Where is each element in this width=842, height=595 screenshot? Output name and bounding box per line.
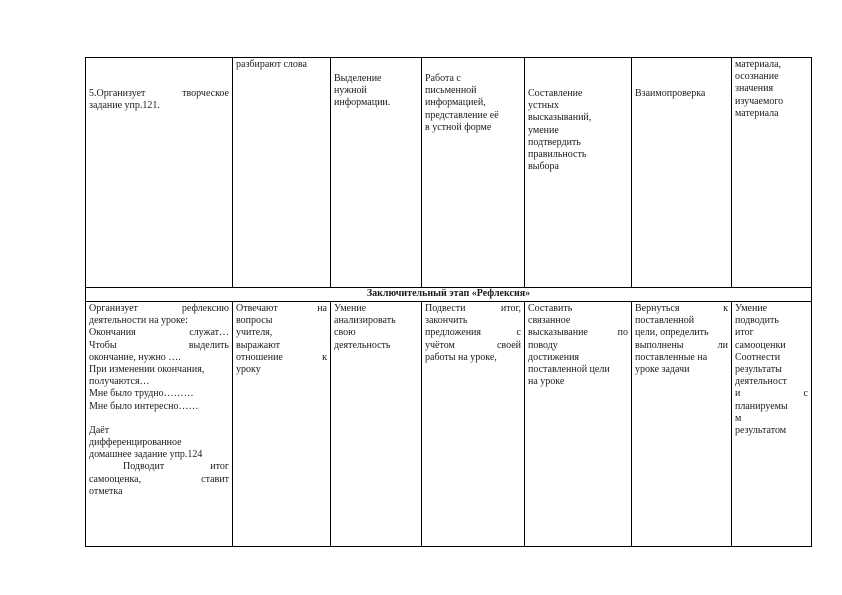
section-title: Заключительный этап «Рефлексия» [86, 288, 812, 302]
cell-line: Умение [334, 303, 367, 314]
cell-line: Взаимопроверка [635, 88, 706, 99]
communicative-uud-cell [422, 58, 525, 288]
cell-line: результатом [735, 425, 787, 437]
cell-line: отметка [89, 485, 123, 497]
cell-line: учётом своей [425, 339, 521, 351]
cell-line: работы на уроке, [425, 351, 497, 363]
student-activity-cell [233, 58, 331, 288]
regulatory-uud-cell [525, 58, 632, 288]
teacher-activity-cell [86, 58, 233, 288]
cell-line: анализировать [334, 315, 396, 327]
cell-line: представление её [425, 109, 499, 121]
cell-line: итог [735, 327, 754, 339]
cell-line: деятельности на уроке: [89, 315, 188, 327]
cell-line: задание упр.121. [89, 100, 160, 112]
control-cell [632, 58, 732, 288]
cell-line: Умение [735, 303, 768, 314]
cell-line: отношение к [236, 351, 327, 363]
cell-line: выполнены ли [635, 339, 728, 351]
cell-line: Чтобы выделить [89, 339, 229, 351]
cell-line: Составить [528, 303, 573, 314]
table-row [86, 58, 812, 288]
cell-line: в устной форме [425, 121, 492, 133]
regulatory-uud-cell [525, 302, 632, 547]
student-activity-cell [233, 302, 331, 547]
cell-line: поставленной [635, 315, 695, 327]
cell-line: материала, [735, 59, 782, 70]
cell-line: результаты [735, 364, 782, 376]
cell-line: поводу [528, 339, 558, 351]
cell-line: устных [528, 100, 559, 112]
cell-line: цели, определить [635, 327, 709, 339]
cell-line: самооценки [735, 339, 786, 351]
blank-line [89, 413, 229, 425]
cell-line: Мне было интересно…… [89, 400, 199, 412]
cell-line: уроку [236, 364, 261, 376]
cell-line: Организует рефлексию [89, 303, 229, 314]
cell-line: разбирают слова [236, 59, 307, 70]
cell-line: получаются… [89, 376, 150, 388]
cell-line: 5.Организует творческое [89, 88, 229, 99]
control-cell [632, 302, 732, 547]
cell-line: умение [528, 124, 559, 136]
cell-line: Составление [528, 88, 583, 99]
cell-line: деятельност [735, 376, 787, 388]
cell-line: Выделение [334, 73, 382, 84]
cell-line: дифференцированное [89, 437, 182, 449]
communicative-uud-cell [422, 302, 525, 547]
cell-line: Окончания служат… [89, 327, 229, 339]
cell-line: вопросы [236, 315, 273, 327]
cell-line: уроке задачи [635, 364, 690, 376]
cell-line: осознание [735, 71, 779, 83]
cell-line: выбора [528, 161, 559, 173]
cell-line: связанное [528, 315, 571, 327]
personal-uud-cell [732, 302, 812, 547]
cell-line: Подводит итог [123, 461, 229, 473]
cell-line: поставленные на [635, 351, 708, 363]
cell-line: При изменении окончания, [89, 364, 205, 376]
cell-line: предложения с [425, 327, 521, 339]
cell-line: подтвердить [528, 136, 581, 148]
cell-line: высказываний, [528, 112, 592, 124]
cell-line: учителя, [236, 327, 273, 339]
cell-line: Подвести итог, [425, 303, 521, 314]
cell-line: информации. [334, 97, 391, 109]
cell-line: домашнее задание упр.124 [89, 449, 203, 461]
personal-uud-cell [732, 58, 812, 288]
cell-line: письменной [425, 85, 477, 97]
cell-line: выражают [236, 339, 280, 351]
table-row [86, 302, 812, 547]
cognitive-uud-cell [331, 58, 422, 288]
cell-line: Мне было трудно……… [89, 388, 194, 400]
cell-line: Даёт [89, 424, 110, 436]
cell-line: нужной [334, 85, 367, 97]
cell-line: материала [735, 107, 779, 119]
cell-line: высказывание по [528, 327, 628, 339]
teacher-activity-cell [86, 302, 233, 547]
cell-line: Соотнести [735, 351, 781, 363]
cell-line: Работа с [425, 73, 461, 84]
cell-line: подводить [735, 315, 779, 327]
cell-line: на уроке [528, 376, 565, 388]
cell-line: значения [735, 83, 774, 95]
cell-line: поставленной цели [528, 364, 610, 376]
cell-line: самооценка, ставит [89, 473, 229, 485]
cell-line: деятельность [334, 339, 391, 351]
cognitive-uud-cell [331, 302, 422, 547]
cell-line: закончить [425, 315, 468, 327]
cell-line: изучаемого [735, 95, 784, 107]
cell-line: м [735, 412, 742, 424]
cell-line: и с [735, 388, 808, 400]
cell-line: информацией, [425, 97, 486, 109]
cell-line: планируемы [735, 400, 788, 412]
lesson-plan-table [85, 57, 812, 547]
cell-line: Отвечают на [236, 303, 327, 314]
cell-line: свою [334, 327, 356, 339]
cell-line: достижения [528, 351, 580, 363]
cell-line: Вернуться к [635, 303, 728, 314]
cell-line: правильность [528, 149, 587, 161]
cell-line: окончание, нужно …. [89, 351, 181, 363]
section-header-row [86, 288, 812, 302]
